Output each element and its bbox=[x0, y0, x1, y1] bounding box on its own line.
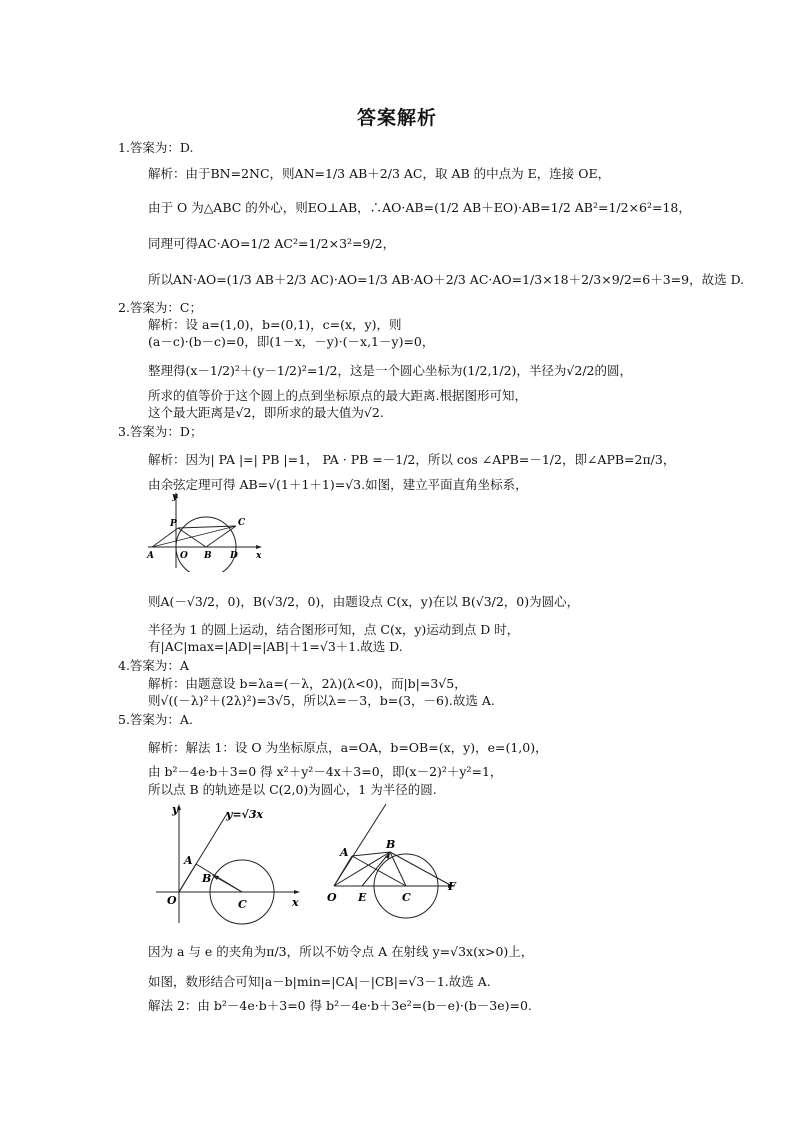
q3-fig-label: C bbox=[238, 518, 246, 528]
q1-line-3: 同理可得AC·AO=1/2 AC²=1/2×3²=9/2， bbox=[148, 236, 396, 251]
q5-fig1-label: y=√3x bbox=[226, 808, 264, 821]
q3-fig-label: D bbox=[230, 551, 238, 561]
q4-line-1: 解析：由题意设 b=λa=(－λ，2λ)(λ<0)，而|b|=3√5， bbox=[148, 676, 467, 691]
q5-figure-2 bbox=[322, 800, 462, 925]
q5-fig1-label: y bbox=[172, 803, 179, 816]
q3-line-1: 解析：因为| PA |=| PB |=1， PA · PB =－1/2，所以 cos ∠APB=－1/2，即∠APB=2π/3， bbox=[148, 452, 676, 467]
q3-fig-label: B bbox=[204, 551, 212, 561]
q5-fig1-label: O bbox=[167, 894, 177, 907]
q5-answer: 5.答案为：A. bbox=[118, 712, 193, 727]
q3-figure bbox=[146, 490, 266, 572]
q5-fig2-label: F bbox=[448, 880, 456, 893]
q5-line-2: 由 b²－4e·b＋3=0 得 x²＋y²－4x＋3=0，即(x－2)²＋y²=1， bbox=[148, 764, 503, 779]
q3-line-5: 有|AC|max=|AD|=|AB|＋1=√3＋1.故选 D. bbox=[148, 639, 403, 654]
q5-line-6: 解法 2：由 b²－4e·b＋3=0 得 b²－4e·b＋3e²=(b－e)·(b－3e)=0. bbox=[148, 998, 532, 1013]
q3-fig-label: A bbox=[147, 551, 154, 561]
q3-line-2: 由余弦定理可得 AB=√(1＋1＋1)=√3.如图，建立平面直角坐标系， bbox=[148, 477, 528, 492]
q1-answer: 1.答案为：D. bbox=[118, 140, 194, 155]
q2-answer: 2.答案为：C； bbox=[118, 300, 202, 315]
q5-line-4: 因为 a 与 e 的夹角为π/3，所以不妨令点 A 在射线 y=√3x(x>0)上， bbox=[148, 944, 534, 959]
q3-fig-label: P bbox=[170, 519, 177, 529]
q4-answer: 4.答案为：A bbox=[118, 658, 189, 673]
q2-line-1: 解析：设 a=(1,0)，b=(0,1)，c=(x，y)，则 bbox=[148, 317, 402, 332]
q5-fig1-label: B bbox=[202, 872, 212, 885]
q1-line-1: 解析：由于BN=2NC，则AN=1/3 AB＋2/3 AC，取 AB 的中点为 E，连接 OE， bbox=[148, 166, 611, 181]
q4-line-2: 则√((－λ)²＋(2λ)²)=3√5，所以λ=－3，b=(3，－6).故选 A. bbox=[148, 693, 495, 708]
q3-fig-label: O bbox=[180, 551, 188, 561]
q1-line-4: 所以AN·AO=(1/3 AB＋2/3 AC)·AO=1/3 AB·AO＋2/3 AC·AO=1/3×18＋2/3×9/2=6＋3=9，故选 D. bbox=[148, 272, 745, 287]
q2-line-5: 这个最大距离是√2，即所求的最大值为√2. bbox=[148, 405, 384, 420]
q5-figure-1 bbox=[146, 800, 306, 925]
q3-answer: 3.答案为：D； bbox=[118, 424, 203, 439]
q2-line-2: (a－c)·(b－c)=0，即(1－x，－y)·(－x,1－y)=0， bbox=[148, 334, 435, 349]
q3-line-4: 半径为 1 的圆上运动，结合图形可知，点 C(x，y)运动到点 D 时， bbox=[148, 622, 520, 637]
q5-fig2-label: E bbox=[358, 891, 367, 904]
q5-fig1-label: x bbox=[292, 896, 299, 909]
q2-line-3: 整理得(x－1/2)²＋(y－1/2)²=1/2，这是一个圆心坐标为(1/2,1/2)，半径为√2/2的圆， bbox=[148, 363, 633, 378]
q3-line-3: 则A(－√3/2，0)，B(√3/2，0)，由题设点 C(x，y)在以 B(√3/2，0)为圆心， bbox=[148, 594, 580, 609]
q5-fig2-label: A bbox=[340, 846, 349, 859]
q5-line-5: 如图，数形结合可知|a－b|min=|CA|－|CB|=√3－1.故选 A. bbox=[148, 974, 491, 989]
q3-fig-label: x bbox=[256, 551, 262, 561]
q5-fig2-label: O bbox=[327, 891, 337, 904]
q5-line-3: 所以点 B 的轨迹是以 C(2,0)为圆心，1 为半径的圆. bbox=[148, 782, 437, 797]
q5-fig1-label: C bbox=[238, 898, 247, 911]
q5-fig2-label: C bbox=[402, 891, 411, 904]
q3-fig-label: y bbox=[172, 492, 178, 502]
q5-fig2-label: B bbox=[386, 838, 396, 851]
q5-fig1-label: A bbox=[184, 854, 193, 867]
page-title: 答案解析 bbox=[356, 107, 437, 129]
q1-line-2: 由于 O 为△ABC 的外心，则EO⊥AB，∴AO·AB=(1/2 AB＋EO)·AB=1/2 AB²=1/2×6²=18， bbox=[148, 200, 691, 215]
q2-line-4: 所求的值等价于这个圆上的点到坐标原点的最大距离.根据图形可知， bbox=[148, 388, 527, 403]
q5-line-1: 解析：解法 1：设 O 为坐标原点，a=OA，b=OB=(x，y)，e=(1,0)， bbox=[148, 740, 548, 755]
